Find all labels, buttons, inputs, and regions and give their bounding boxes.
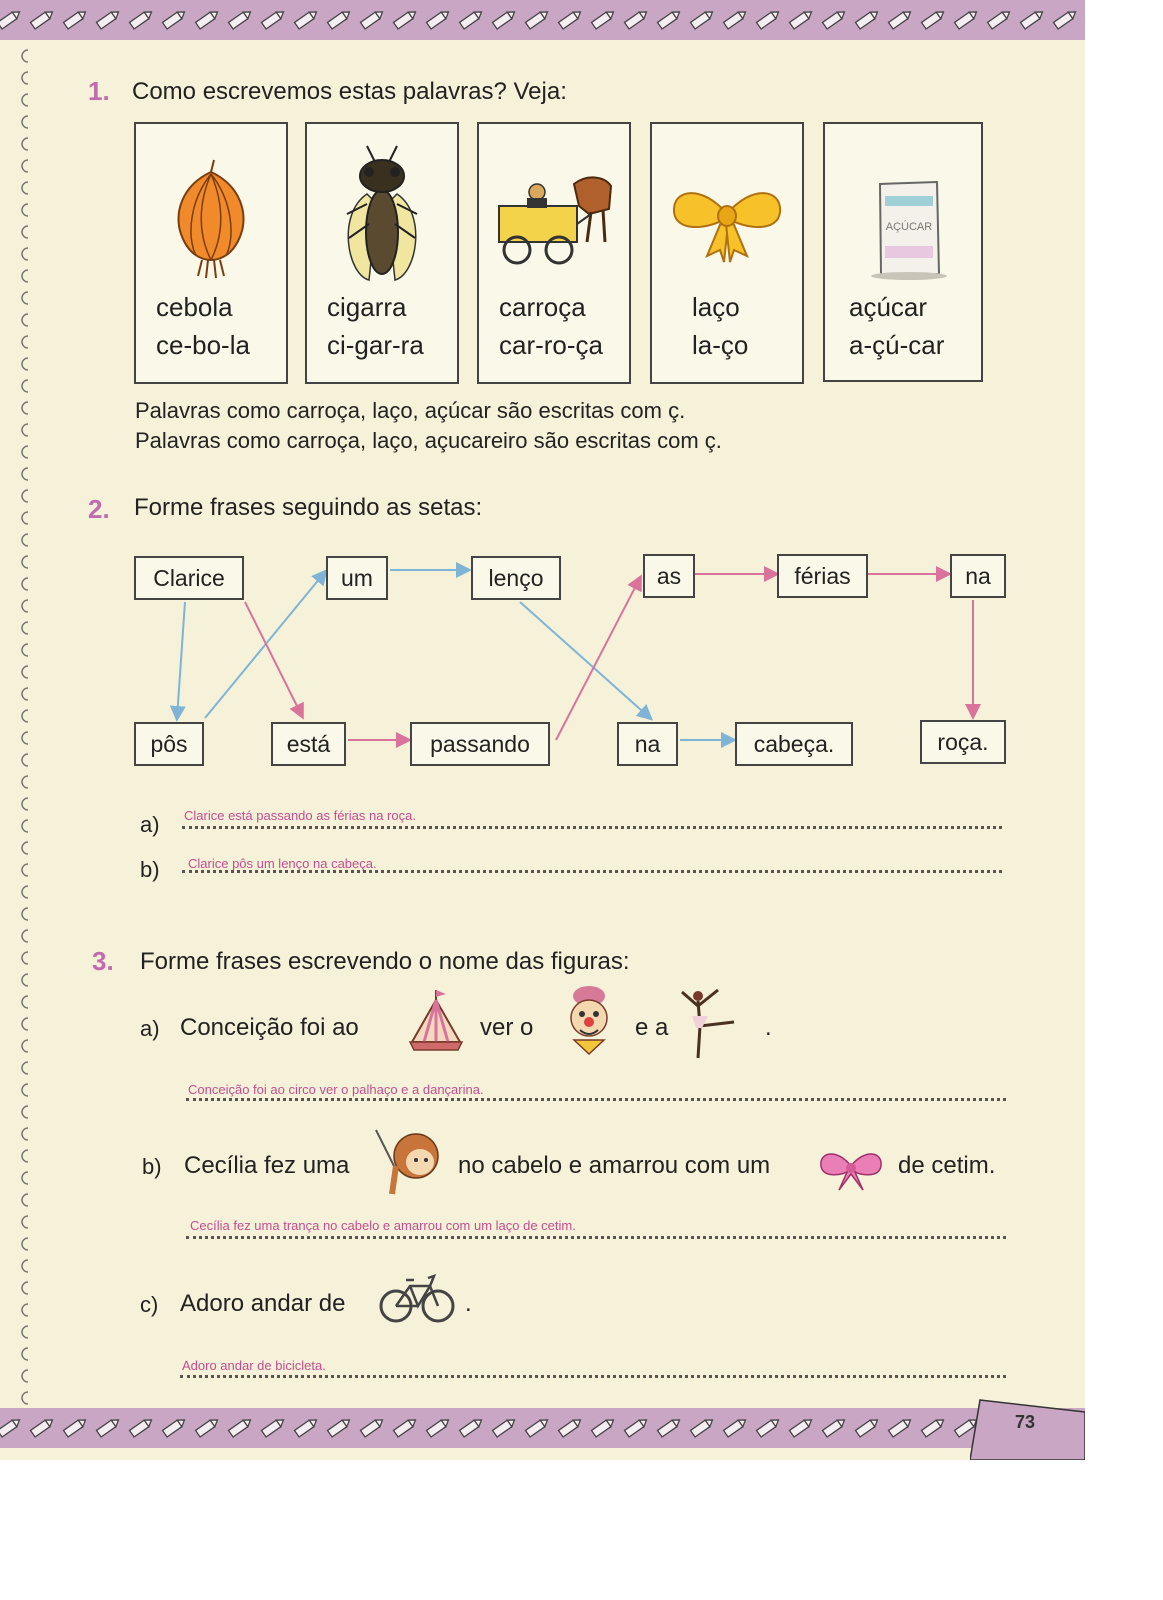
word-laco: laço (692, 292, 740, 322)
answer-a-line (182, 826, 1002, 829)
syllables-carroca: car-ro-ça (499, 330, 604, 360)
item-a-text-2: ver o (480, 1014, 534, 1041)
pink-bow-icon (815, 1144, 887, 1194)
arrow-passando-as (556, 578, 640, 740)
item-a-answer[interactable]: Conceição foi ao circo ver o palhaço e a dançarina. (188, 1082, 484, 1097)
arrow-paths (0, 0, 1085, 800)
note-1: Palavras como carroça, laço, açúcar são escritas com ç. (135, 398, 686, 423)
sugar-bag-label: AÇÚCAR (885, 221, 933, 233)
braid-girl-icon (372, 1126, 446, 1198)
answer-a-text[interactable]: Clarice está passando as férias na roça. (184, 808, 416, 823)
bottom-pencil-band (0, 1408, 1085, 1448)
item-b-text-1: Cecília fez uma (184, 1152, 350, 1179)
pencil-pattern-icon (0, 1408, 1085, 1448)
item-a-text-4: . (765, 1014, 772, 1041)
exercise-3-number: 3. (92, 946, 114, 976)
word-box-esta: está (271, 722, 346, 766)
word-carroca: carroça (499, 292, 586, 322)
item-a-label: a) (140, 1016, 160, 1041)
item-a-text-1: Conceição foi ao (180, 1014, 359, 1041)
word-acucar: açúcar (849, 292, 928, 322)
item-b-label: b) (142, 1154, 162, 1179)
word-box-cabeca: cabeça. (735, 722, 853, 766)
answer-a-label: a) (140, 812, 160, 837)
note-2: Palavras como carroça, laço, açucareiro são escritas com ç. (135, 428, 722, 453)
word-box-um: um (326, 556, 388, 600)
item-a-text-3: e a (635, 1014, 669, 1041)
answer-b-text[interactable]: Clarice pôs um lenço na cabeça. (188, 856, 377, 871)
exercise-1-prompt: Como escrevemos estas palavras? Veja: (132, 78, 567, 105)
circus-tent-icon (408, 986, 464, 1054)
item-c-label: c) (140, 1292, 159, 1317)
word-cebola: cebola (156, 292, 233, 322)
syllables-acucar: a-çú-car (849, 330, 945, 360)
item-c-text-2: . (465, 1290, 472, 1317)
exercise-2-number: 2. (88, 494, 110, 524)
clown-icon (560, 980, 618, 1058)
word-box-roca: roça. (920, 720, 1006, 764)
word-box-pos: pôs (134, 722, 204, 766)
exercise-2-prompt: Forme frases seguindo as setas: (134, 494, 483, 521)
exercise-3-prompt: Forme frases escrevendo o nome das figuras: (140, 948, 630, 975)
item-b-line (186, 1236, 1006, 1239)
item-c-text-1: Adoro andar de (180, 1290, 346, 1317)
exercise-1-number: 1. (88, 76, 110, 106)
item-b-answer[interactable]: Cecília fez uma trança no cabelo e amarrou com um laço de cetim. (190, 1218, 576, 1233)
item-a-line (186, 1098, 1006, 1101)
syllables-cigarra: ci-gar-ra (327, 330, 424, 360)
item-b-text-3: de cetim. (898, 1152, 996, 1179)
word-box-passando: passando (410, 722, 550, 766)
word-box-ferias: férias (777, 554, 868, 598)
syllables-laco: la-ço (692, 330, 749, 360)
item-c-answer[interactable]: Adoro andar de bicicleta. (182, 1358, 326, 1373)
arrow-clarice-pos (177, 602, 185, 718)
word-box-lenco: lenço (471, 556, 561, 600)
dancer-icon (678, 986, 740, 1060)
page-number: 73 (1015, 1412, 1036, 1432)
word-box-clarice: Clarice (134, 556, 244, 600)
item-b-text-2: no cabelo e amarrou com um (458, 1152, 771, 1179)
bicycle-icon (378, 1266, 456, 1326)
word-box-as: as (643, 554, 695, 598)
word-box-na-top: na (950, 554, 1006, 598)
word-cigarra: cigarra (327, 292, 407, 322)
syllables-cebola: ce-bo-la (156, 330, 250, 360)
item-c-line (180, 1375, 1006, 1378)
answer-b-label: b) (140, 857, 160, 882)
answer-b-line (182, 870, 1002, 873)
word-box-na-bottom: na (617, 722, 678, 766)
arrow-lenco-na (520, 602, 650, 718)
